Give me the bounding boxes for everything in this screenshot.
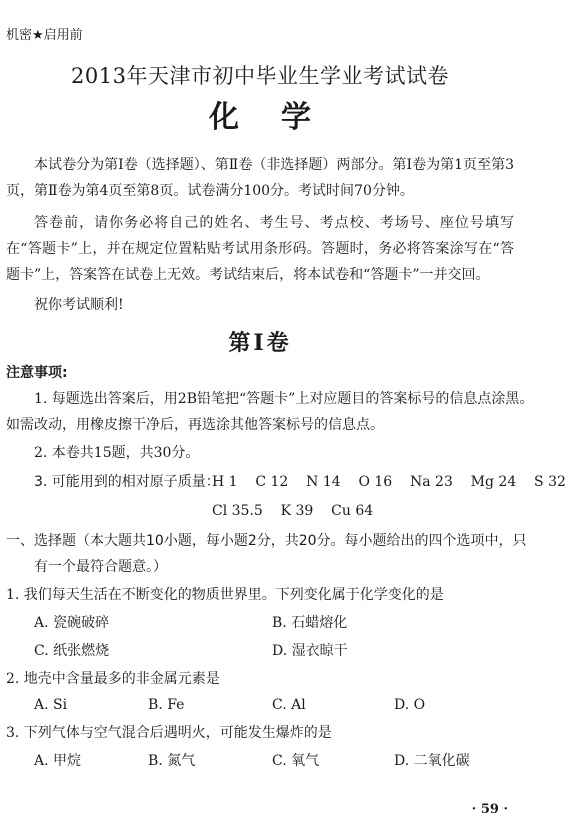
question-3-option-c: C. 氧气 xyxy=(272,753,320,769)
confidential-label: 机密★启用前 xyxy=(6,28,83,43)
note-1-line-2: 如需改动，用橡皮擦干净后，再选涂其他答案标号的信息点。 xyxy=(6,417,384,433)
section-1-heading-line-2: 有一个最符合题意。） xyxy=(34,559,167,575)
atomic-masses-line-2: Cl 35.5 K 39 Cu 64 xyxy=(212,503,374,519)
question-2-stem: 2. 地壳中含量最多的非金属元素是 xyxy=(6,671,220,687)
note-1-line-1: 1. 每题选出答案后，用2B铅笔把“答题卡”上对应题目的答案标号的信息点涂黑。 xyxy=(34,391,534,407)
question-1-option-a: A. 瓷碗破碎 xyxy=(34,615,110,631)
question-1-stem: 1. 我们每天生活在不断变化的物质世界里。下列变化属于化学变化的是 xyxy=(6,587,444,603)
good-luck-text: 祝你考试顺利! xyxy=(34,297,124,313)
section-1-heading-line-1: 一、选择题（本大题共10小题，每小题2分，共20分。每小题给出的四个选项中，只 xyxy=(6,533,527,549)
intro-paragraph-2: 答卷前，请你务必将自己的姓名、考生号、考点校、考场号、座位号填写在“答题卡”上，并在规定位置粘贴考试用条形码。答题时，务必将答案涂写在“答题卡”上，答案答在试卷上无效。考试结束后，将本试卷和“答题卡”一并交回。 xyxy=(6,215,514,283)
exam-title: 2013年天津市初中毕业生学业考试试卷 xyxy=(71,64,449,88)
intro-paragraph-1: 本试卷分为第Ⅰ卷（选择题）、第Ⅱ卷（非选择题）两部分。第Ⅰ卷为第1页至第3页，第Ⅱ卷为第4页至第8页。试卷满分100分。考试时间70分钟。 xyxy=(6,157,514,199)
question-1-option-c: C. 纸张燃烧 xyxy=(34,643,110,659)
question-3-option-a: A. 甲烷 xyxy=(34,753,82,769)
question-3-option-b: B. 氮气 xyxy=(148,753,196,769)
question-1-option-d: D. 湿衣晾干 xyxy=(272,643,348,659)
question-3-option-d: D. 二氧化碳 xyxy=(394,753,470,769)
volume-title: 第Ⅰ卷 xyxy=(228,330,292,356)
note-3-label: 3. 可能用到的相对原子质量： xyxy=(34,474,220,490)
subject-title: 化学 xyxy=(209,100,353,135)
notes-heading: 注意事项: xyxy=(6,365,68,381)
atomic-masses-line-1: H 1 C 12 N 14 O 16 Na 23 Mg 24 S 32 xyxy=(212,474,566,490)
question-3-stem: 3. 下列气体与空气混合后遇明火，可能发生爆炸的是 xyxy=(6,725,332,741)
question-1-option-b: B. 石蜡熔化 xyxy=(272,615,348,631)
question-2-option-d: D. O xyxy=(394,697,426,713)
page-number: · 59 · xyxy=(471,802,508,817)
question-2-option-a: A. Si xyxy=(34,697,68,713)
question-2-option-c: C. Al xyxy=(272,697,306,713)
question-2-option-b: B. Fe xyxy=(148,697,185,713)
note-2: 2. 本卷共15题，共30分。 xyxy=(34,445,200,461)
